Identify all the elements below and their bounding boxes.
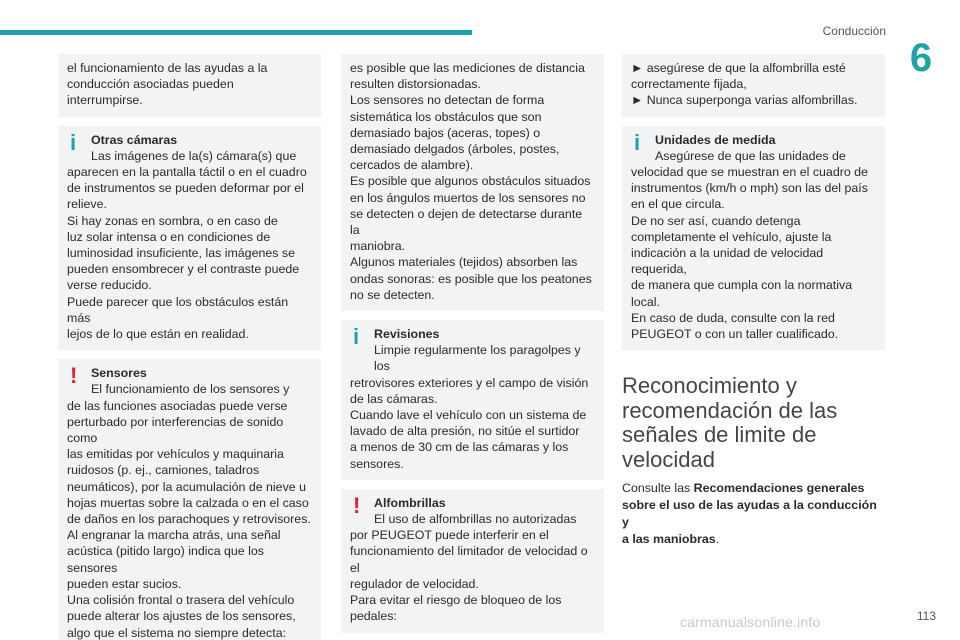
text-line: de daños en los parachoques y retrovisores. <box>67 512 311 527</box>
warning-icon: ! <box>353 492 361 518</box>
note-title: Otras cámaras <box>91 132 178 147</box>
text-line: Una colisión frontal o trasera del vehículo <box>67 593 295 608</box>
text-line: Si hay zonas en sombra, o en caso de <box>67 213 278 228</box>
text-line: luminosidad insuficiente, las imágenes se <box>67 246 295 261</box>
text-line: verse reducido. <box>67 278 152 293</box>
link-text: Recomendaciones generales <box>693 481 865 496</box>
info-icon: i <box>634 129 641 155</box>
text-line: local. <box>631 294 660 309</box>
text-run: . <box>715 532 720 547</box>
heading-line: velocidad <box>622 446 715 472</box>
text-line: neumáticos), por la acumulación de nieve u <box>67 479 306 494</box>
text-line: regulador de velocidad. <box>350 576 479 591</box>
text-line: retrovisores exteriores y el campo de visión <box>350 375 589 390</box>
text-line: de las cámaras. <box>350 391 438 406</box>
continued-warning-box <box>622 54 885 117</box>
text-line: completamente el vehículo, ajuste la <box>631 229 832 244</box>
text-line: PEUGEOT o con un taller cualificado. <box>631 327 839 342</box>
text-line: Asegúrese de que las unidades de <box>655 148 846 163</box>
header-accent-bar <box>0 30 472 35</box>
text-line: es posible que las mediciones de distancia <box>350 61 585 75</box>
text-line: perturbado por interferencias de sonido como <box>67 414 284 446</box>
text-line: ► Nunca superponga varias alfombrillas. <box>631 93 858 108</box>
text-line: El uso de alfombrillas no autorizadas <box>374 512 577 527</box>
warning-title: Alfombrillas <box>374 495 446 510</box>
text-line: por PEUGEOT puede interferir en el <box>350 528 549 543</box>
text-line: se detecten o dejen de detectarse durante la <box>350 206 583 238</box>
text-line: de las funciones asociadas puede verse <box>67 398 288 413</box>
text-line: sistemática los obstáculos que son <box>350 109 542 124</box>
text-line: Puede parecer que los obstáculos están más <box>67 294 289 325</box>
text-line: lavado de alta presión, no sitúe el surtidor <box>350 424 580 439</box>
text-line: Los sensores no detectan de forma <box>350 93 545 108</box>
text-line: demasiado delgados (árboles, postes, <box>350 142 560 157</box>
text-line: en los ángulos muertos de los sensores no <box>350 190 586 205</box>
column-1 <box>58 54 321 640</box>
text-line: a menos de 30 cm de las cámaras y los <box>350 440 569 455</box>
note-box-unidades-de-medida <box>622 126 885 351</box>
text-line: ondas sonoras: es posible que los peatones <box>350 271 592 286</box>
text-line: ► asegúrese de que la alfombrilla esté <box>631 61 846 75</box>
text-line: en el que circula. <box>631 197 725 212</box>
text-line: Limpie regularmente los paragolpes y los <box>374 343 581 374</box>
text-line: el funcionamiento de las ayudas a la <box>67 61 268 75</box>
text-line: las emitidas por vehículos y maquinaria <box>67 447 284 462</box>
text-line: ruidosos (p. ej., camiones, taladros <box>67 463 260 478</box>
warning-box-alfombrillas <box>341 489 604 633</box>
heading-line: Reconocimiento y <box>622 373 797 399</box>
column-2 <box>341 54 604 640</box>
text-line: luz solar intensa o en condiciones de <box>67 229 271 244</box>
text-line: Al engranar la marcha atrás, una señal <box>67 528 281 543</box>
text-run: Consulte las <box>622 481 694 496</box>
link-text: sobre el uso de las ayudas a la conducción y <box>622 498 877 530</box>
link-text: a las maniobras <box>622 532 716 547</box>
text-line: El funcionamiento de los sensores y <box>91 382 290 397</box>
section-heading <box>622 374 885 472</box>
text-line: Para evitar el riesgo de bloqueo de los <box>350 593 562 608</box>
info-icon: i <box>70 129 77 155</box>
text-line: demasiado bajos (aceras, topes) o <box>350 125 541 140</box>
text-line: no se detecten. <box>350 287 435 302</box>
text-line: algo que el sistema no siempre detecta: <box>67 625 287 640</box>
cross-reference-paragraph <box>622 480 885 548</box>
text-line: Las imágenes de la(s) cámara(s) que <box>91 148 297 163</box>
section-title: Conducción <box>822 24 886 38</box>
text-line: En caso de duda, consulte con la red <box>631 310 835 325</box>
continued-text-box <box>58 54 321 117</box>
note-box-otras-camaras <box>58 126 321 351</box>
page-number: 113 <box>916 609 936 623</box>
text-line: resulten distorsionadas. <box>350 77 481 92</box>
text-line: hojas muertas sobre la calzada o en el caso <box>67 495 309 510</box>
heading-line: recomendación de las <box>622 397 838 423</box>
text-line: instrumentos (km/h o mph) son las del país <box>631 181 868 196</box>
text-line: lejos de lo que están en realidad. <box>67 327 249 342</box>
warning-icon: ! <box>70 363 78 389</box>
watermark: carmanualsonline.info <box>680 614 821 630</box>
info-icon: i <box>353 324 360 350</box>
heading-line: señales de limite de <box>622 422 817 448</box>
warning-title: Sensores <box>91 366 147 381</box>
text-line: funcionamiento del limitador de velocidad o el <box>350 544 588 575</box>
text-line: cercados de alambre). <box>350 158 474 173</box>
text-line: acústica (pitido largo) indica que los sensores <box>67 544 264 575</box>
text-line: pedales: <box>350 609 397 624</box>
text-line: de manera que cumpla con la normativa <box>631 278 853 293</box>
chapter-number: 6 <box>909 36 933 80</box>
column-3 <box>622 54 885 548</box>
text-line: conducción asociadas pueden interrumpirse. <box>67 77 234 108</box>
continued-warning-box <box>341 54 604 311</box>
text-line: indicación a la unidad de velocidad requerida, <box>631 246 824 277</box>
note-title: Revisiones <box>374 327 440 342</box>
text-line: Cuando lave el vehículo con un sistema de <box>350 408 587 423</box>
text-line: velocidad que se muestran en el cuadro de <box>631 165 868 180</box>
text-line: relieve. <box>67 197 107 212</box>
text-line: pueden estar sucios. <box>67 576 182 591</box>
note-title: Unidades de medida <box>655 132 776 147</box>
text-line: Algunos materiales (tejidos) absorben las <box>350 255 578 270</box>
text-line: sensores. <box>350 456 404 471</box>
text-line: correctamente fijada, <box>631 77 747 92</box>
note-box-revisiones <box>341 320 604 480</box>
text-line: maniobra. <box>350 239 406 254</box>
text-line: de instrumentos se pueden deformar por el <box>67 181 304 196</box>
text-line: puede alterar los ajustes de los sensores, <box>67 609 296 624</box>
text-line: Es posible que algunos obstáculos situados <box>350 174 591 189</box>
text-line: De no ser así, cuando detenga <box>631 213 801 228</box>
text-line: pueden ensombrecer y el contraste puede <box>67 262 300 277</box>
text-line: aparecen en la pantalla táctil o en el cuadro <box>67 165 307 180</box>
warning-box-sensores <box>58 359 321 640</box>
